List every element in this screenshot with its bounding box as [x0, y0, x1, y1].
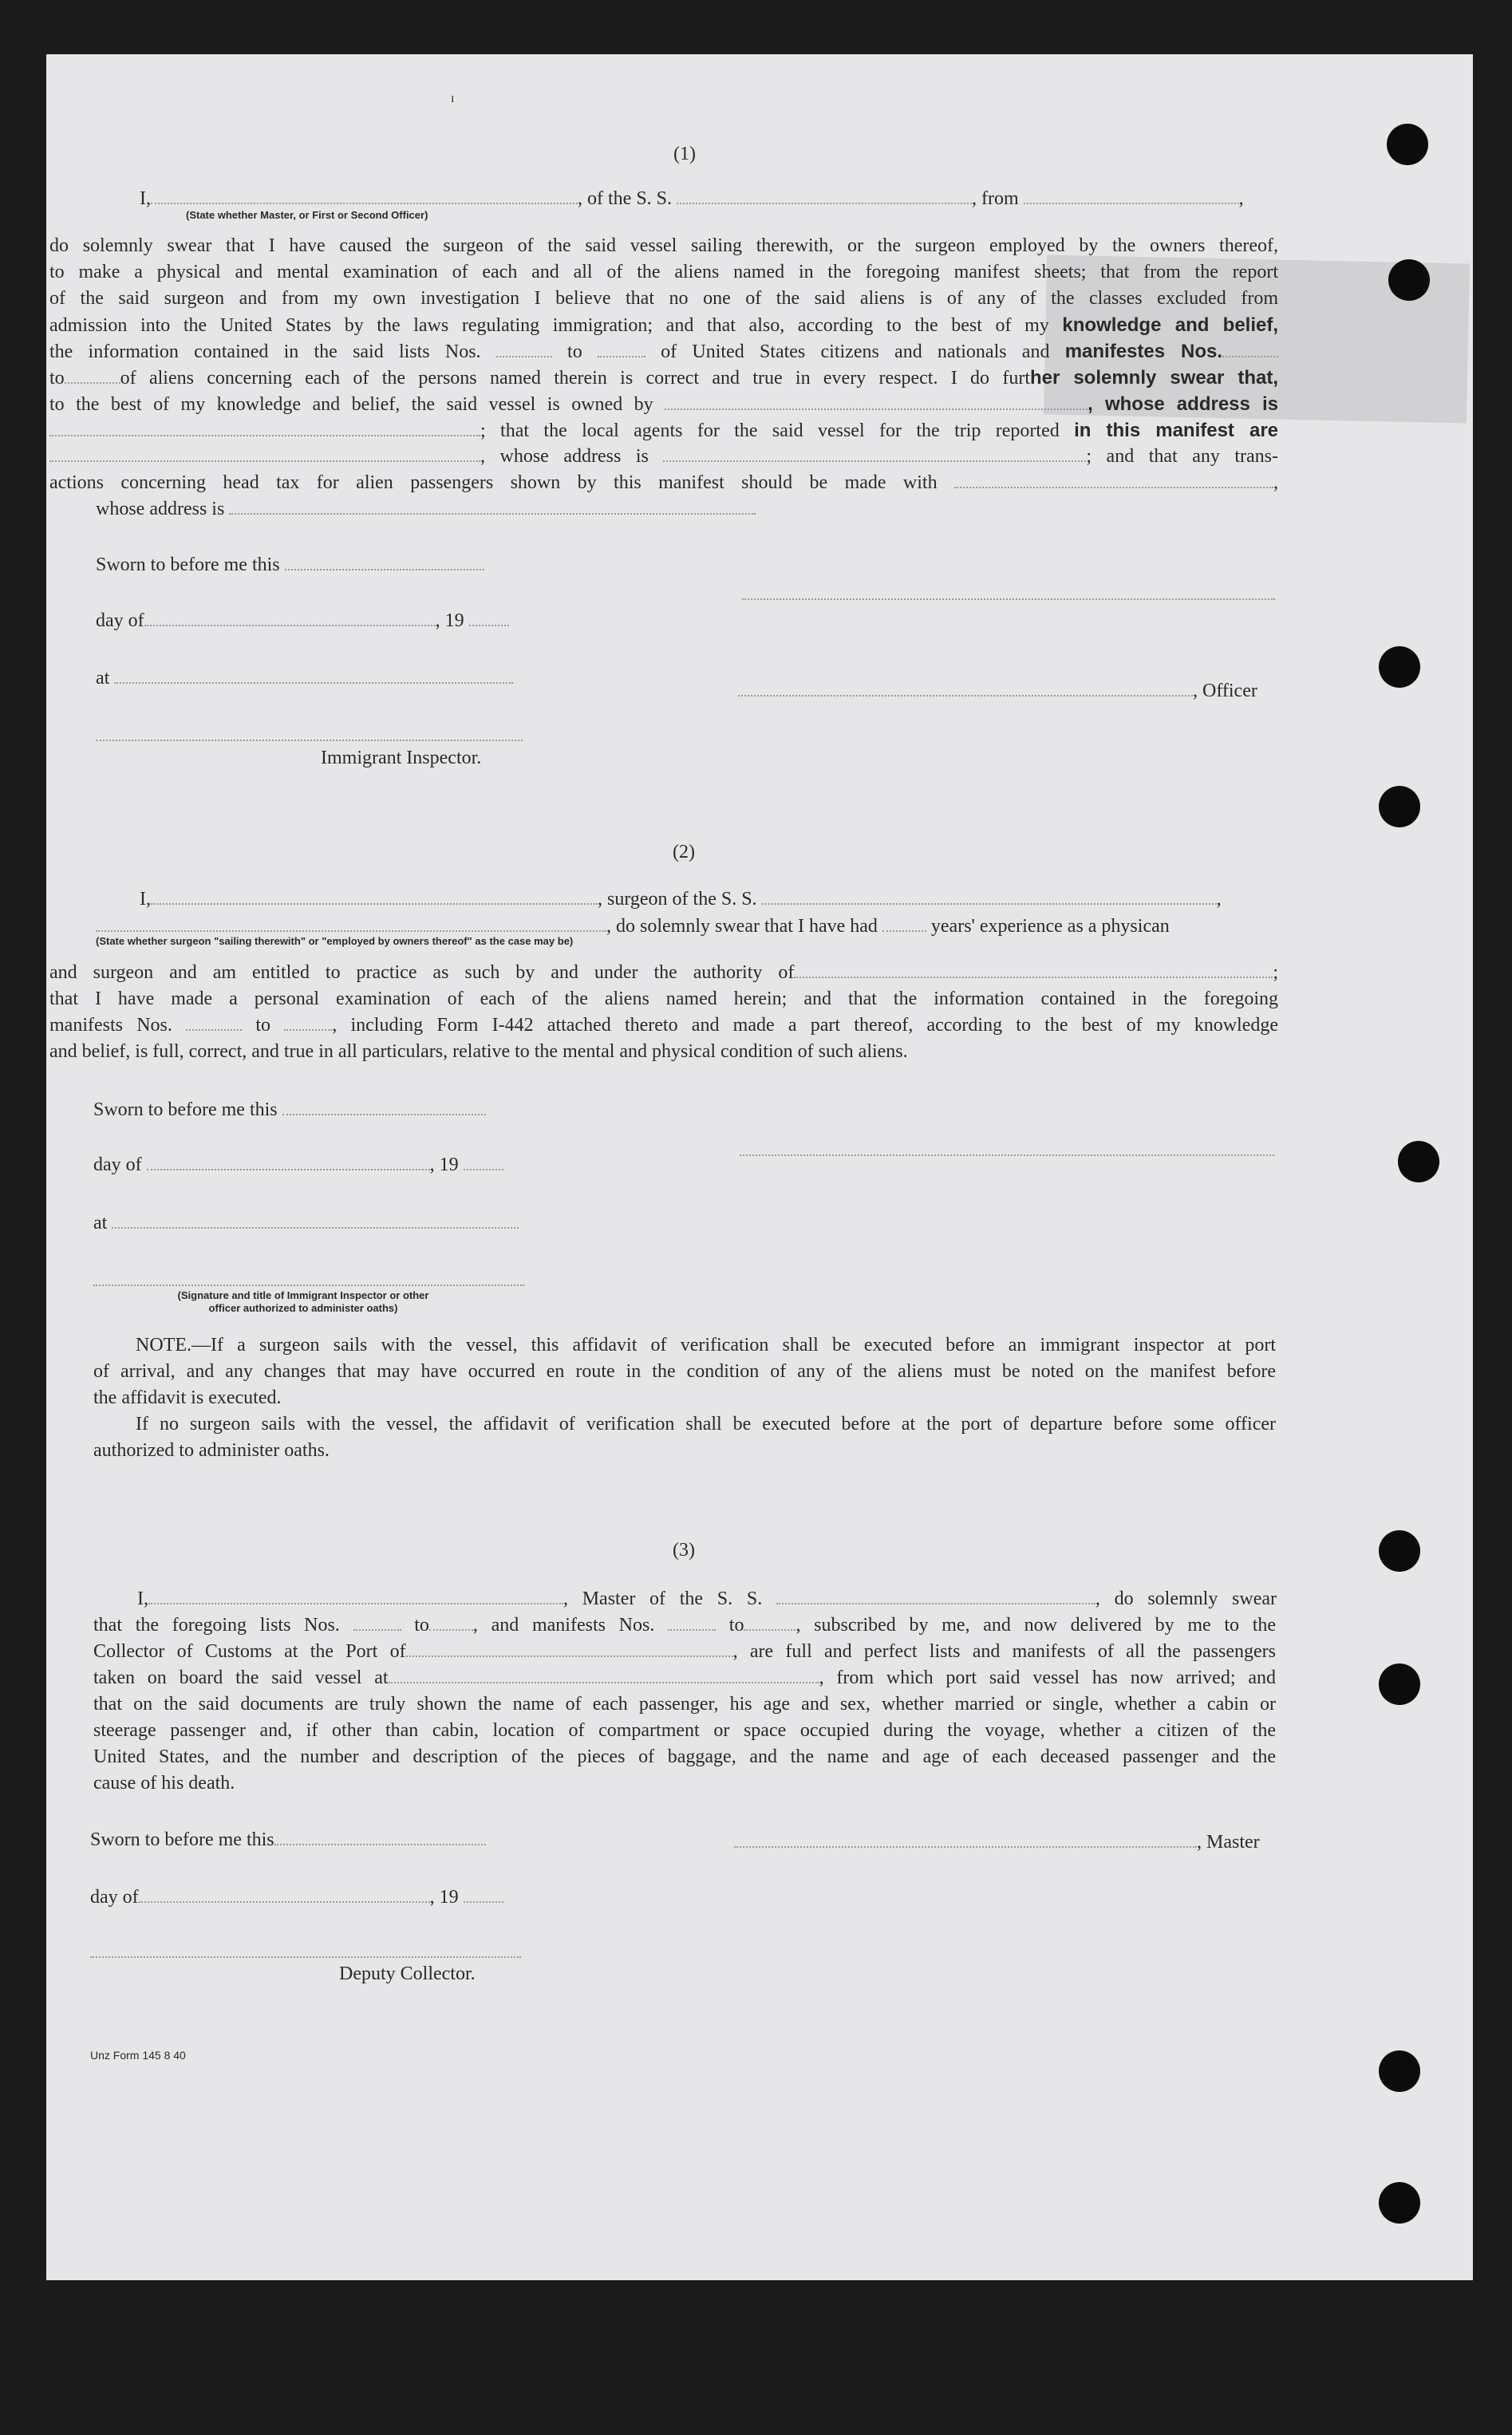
s1-body5: the information contained in the said lists Nos. to of United States citizens and nationals and manifestes Nos. — [49, 338, 1278, 365]
s3-sworn: Sworn to before me this — [90, 1827, 486, 1853]
s1-line1: I, , of the S. S. , from , — [140, 188, 1244, 209]
s1-at-field[interactable] — [114, 668, 513, 684]
s2-body4: and belief, is full, correct, and true in all particulars, relative to the mental and physical condition of such aliens. — [49, 1041, 908, 1062]
s1-body9: , whose address is ; and that any trans- — [49, 444, 1278, 470]
s1-owner-address-field[interactable] — [49, 420, 480, 436]
s2-authority-field[interactable] — [794, 962, 1273, 978]
s2-sworn: Sworn to before me this — [93, 1097, 486, 1123]
s3-sworn-field[interactable] — [274, 1829, 486, 1845]
s1-i: I, — [140, 188, 151, 209]
s1-inspector-line[interactable] — [96, 738, 523, 741]
s1-body5-bold: manifestes Nos. — [1064, 341, 1223, 362]
form-number: Unz Form 145 8 40 — [90, 2049, 186, 2062]
s2-manifests-to-field[interactable] — [284, 1015, 332, 1031]
punch-hole — [1379, 646, 1420, 688]
s2-note4: If no surgeon sails with the vessel, the affidavit of verification shall be executed before at the port of departure before some officer — [136, 1414, 1276, 1435]
s3-taken-at-field[interactable] — [389, 1667, 819, 1683]
punch-hole — [1379, 786, 1420, 827]
s1-year-field[interactable] — [469, 610, 509, 626]
s1-officer-name-field[interactable] — [151, 188, 578, 204]
s3-body7: United States, and the number and description of the pieces of baggage, and the name and age of each deceased passenger and the — [93, 1746, 1276, 1767]
s1-lists-to-field[interactable] — [598, 341, 645, 357]
s2-vessel-field[interactable] — [762, 889, 1217, 905]
s1-at: at — [96, 665, 513, 691]
s1-body4: admission into the United States by the laws regulating immigration; and that also, according to the best of my knowledge and belief, — [49, 314, 1279, 336]
s3-manifests-to-field[interactable] — [744, 1615, 795, 1631]
s2-at-field[interactable] — [112, 1213, 519, 1229]
s3-body2: that the foregoing lists Nos. to , and manifests Nos. to , subscribed by me, and now delivered by me to the — [93, 1615, 1277, 1636]
s2-sailing-field[interactable] — [96, 916, 606, 932]
s1-body1: do solemnly swear that I have caused the surgeon of the said vessel sailing therewith, or the surgeon employed by the owners thereof, — [49, 235, 1278, 256]
header-mark: ɪ — [451, 92, 455, 105]
s3-vessel-field[interactable] — [776, 1588, 1096, 1604]
s1-ss: , of the S. S. — [578, 188, 673, 209]
punch-hole — [1379, 1663, 1420, 1705]
section2-number: (2) — [673, 842, 695, 862]
s2-line1: I, , surgeon of the S. S. , — [140, 889, 1222, 910]
s1-officer-note: (State whether Master, or First or Second Officer) — [186, 209, 428, 221]
s1-day-field[interactable] — [144, 610, 436, 626]
s1-day-of: day of , 19 — [96, 608, 509, 633]
s1-body8: ; that the local agents for the said vessel for the trip reported in this manifest are — [49, 417, 1278, 444]
s2-note5: authorized to administer oaths. — [93, 1440, 330, 1461]
s1-lists-from-field[interactable] — [496, 341, 552, 357]
section3-number: (3) — [673, 1540, 695, 1561]
s1-officer-line: , Officer — [738, 678, 1257, 704]
s3-lists-to-field[interactable] — [429, 1615, 473, 1631]
s1-body7-bold: , whose address is — [1088, 393, 1279, 415]
s1-vessel-field[interactable] — [677, 188, 972, 204]
punch-hole — [1379, 2182, 1420, 2224]
s1-from: , from — [972, 188, 1019, 209]
s1-agents-address-field[interactable] — [663, 446, 1086, 462]
s1-manifests-to-field[interactable] — [65, 368, 120, 384]
s1-body11: whose address is — [96, 496, 756, 522]
s1-body4-bold: knowledge and belief, — [1062, 314, 1279, 336]
s1-head-tax-field[interactable] — [954, 472, 1273, 488]
s2-sworn-field[interactable] — [282, 1099, 486, 1115]
punch-hole — [1379, 2050, 1420, 2092]
s2-inspector-line[interactable] — [93, 1283, 524, 1286]
s2-manifests-from-field[interactable] — [186, 1015, 242, 1031]
s2-signature-line[interactable] — [740, 1153, 1274, 1156]
s1-body2: to make a physical and mental examination of each and all of the aliens named in the foregoing manifest sheets; that from the report — [49, 262, 1278, 282]
s2-line2: , do solemnly swear that I have had years' experience as a physican — [96, 914, 1170, 939]
s3-body6: steerage passenger and, if other than cabin, location of compartment or space occupied during the voyage, whether a citizen of the — [93, 1720, 1276, 1741]
s2-sig-note2: officer authorized to administer oaths) — [208, 1302, 398, 1314]
s3-master-line: , Master — [734, 1829, 1260, 1855]
s3-body5: that on the said documents are truly shown the name of each passenger, his age and sex, whether married or single, whether a cabin or — [93, 1694, 1276, 1715]
s2-note2: of arrival, and any changes that may have occurred en route in the condition of any of the aliens must be noted on the manifest before — [93, 1361, 1276, 1382]
s3-day-field[interactable] — [139, 1887, 430, 1903]
s1-body6-bold: her solemnly swear that, — [1030, 367, 1278, 389]
s1-sworn-field[interactable] — [285, 554, 484, 570]
s3-day-of: day of , 19 — [90, 1884, 503, 1910]
s1-officer-sign-field[interactable] — [738, 681, 1193, 697]
s3-master-sign-field[interactable] — [734, 1832, 1197, 1848]
s2-surgeon-name-field[interactable] — [151, 889, 598, 905]
s2-note1: NOTE.—If a surgeon sails with the vessel, this affidavit of verification shall be executed before an immigrant inspector at port — [136, 1335, 1276, 1356]
s1-owner-field[interactable] — [665, 394, 1088, 410]
s2-sig-note1: (Signature and title of Immigrant Inspector or other — [177, 1289, 429, 1301]
s3-collector-line[interactable] — [90, 1955, 521, 1958]
punch-hole — [1379, 1530, 1420, 1572]
s1-agents-field[interactable] — [49, 446, 480, 462]
punch-hole — [1388, 259, 1430, 301]
s2-day-field[interactable] — [147, 1154, 430, 1170]
s3-deputy: Deputy Collector. — [339, 1963, 476, 1984]
s1-body6: to of aliens concerning each of the persons named therein is correct and true in every respect. I do further solemnly swear that, — [49, 367, 1278, 389]
s2-sig-note — [120, 1289, 487, 1315]
s1-body3: of the said surgeon and from my own investigation I believe that no one of the said aliens is of any of the classes excluded from — [49, 288, 1278, 309]
s1-body8-bold: in this manifest are — [1074, 420, 1279, 441]
s1-from-field[interactable] — [1024, 188, 1239, 204]
s3-line1: I, , Master of the S. S. , do solemnly swear — [137, 1588, 1277, 1609]
s2-years-field[interactable] — [882, 916, 926, 932]
s2-note3: the affidavit is executed. — [93, 1387, 282, 1408]
s2-body3: manifests Nos. to , including Form I-442 attached thereto and made a part thereof, according to the best of my knowledge — [49, 1015, 1279, 1036]
s2-year-field[interactable] — [464, 1154, 503, 1170]
s1-signature-line[interactable] — [742, 597, 1275, 600]
s2-at: at — [93, 1210, 519, 1236]
s2-body1: and surgeon and am entitled to practice as such by and under the authority of ; — [49, 962, 1278, 983]
punch-hole — [1387, 124, 1428, 165]
s3-port-field[interactable] — [406, 1641, 733, 1657]
punch-hole — [1398, 1141, 1439, 1182]
s1-head-tax-address-field[interactable] — [229, 499, 756, 515]
s1-sworn: Sworn to before me this — [96, 552, 484, 578]
s1-inspector: Immigrant Inspector. — [321, 748, 482, 768]
s3-lists-from-field[interactable] — [353, 1615, 401, 1631]
s3-master-name-field[interactable] — [148, 1588, 563, 1604]
s1-manifests-from-field[interactable] — [1222, 341, 1278, 357]
s2-surgeon-note: (State whether surgeon "sailing therewith" or "employed by owners thereof" as the case may be) — [96, 935, 574, 947]
s3-year-field[interactable] — [464, 1887, 503, 1903]
s3-body4: taken on board the said vessel at , from which port said vessel has now arrived; and — [93, 1667, 1276, 1688]
s3-manifests-from-field[interactable] — [668, 1615, 716, 1631]
section1-number: (1) — [673, 144, 696, 164]
s2-day-of: day of , 19 — [93, 1152, 503, 1178]
s1-body10: actions concerning head tax for alien passengers shown by this manifest should be made with , — [49, 472, 1279, 493]
s3-body8: cause of his death. — [93, 1773, 235, 1794]
s2-body2: that I have made a personal examination of each of the aliens named herein; and that the information contained in the foregoing — [49, 989, 1278, 1009]
s3-body3: Collector of Customs at the Port of , are full and perfect lists and manifests of all the passengers — [93, 1641, 1276, 1662]
s1-body7: to the best of my knowledge and belief, the said vessel is owned by , whose address is — [49, 393, 1279, 415]
